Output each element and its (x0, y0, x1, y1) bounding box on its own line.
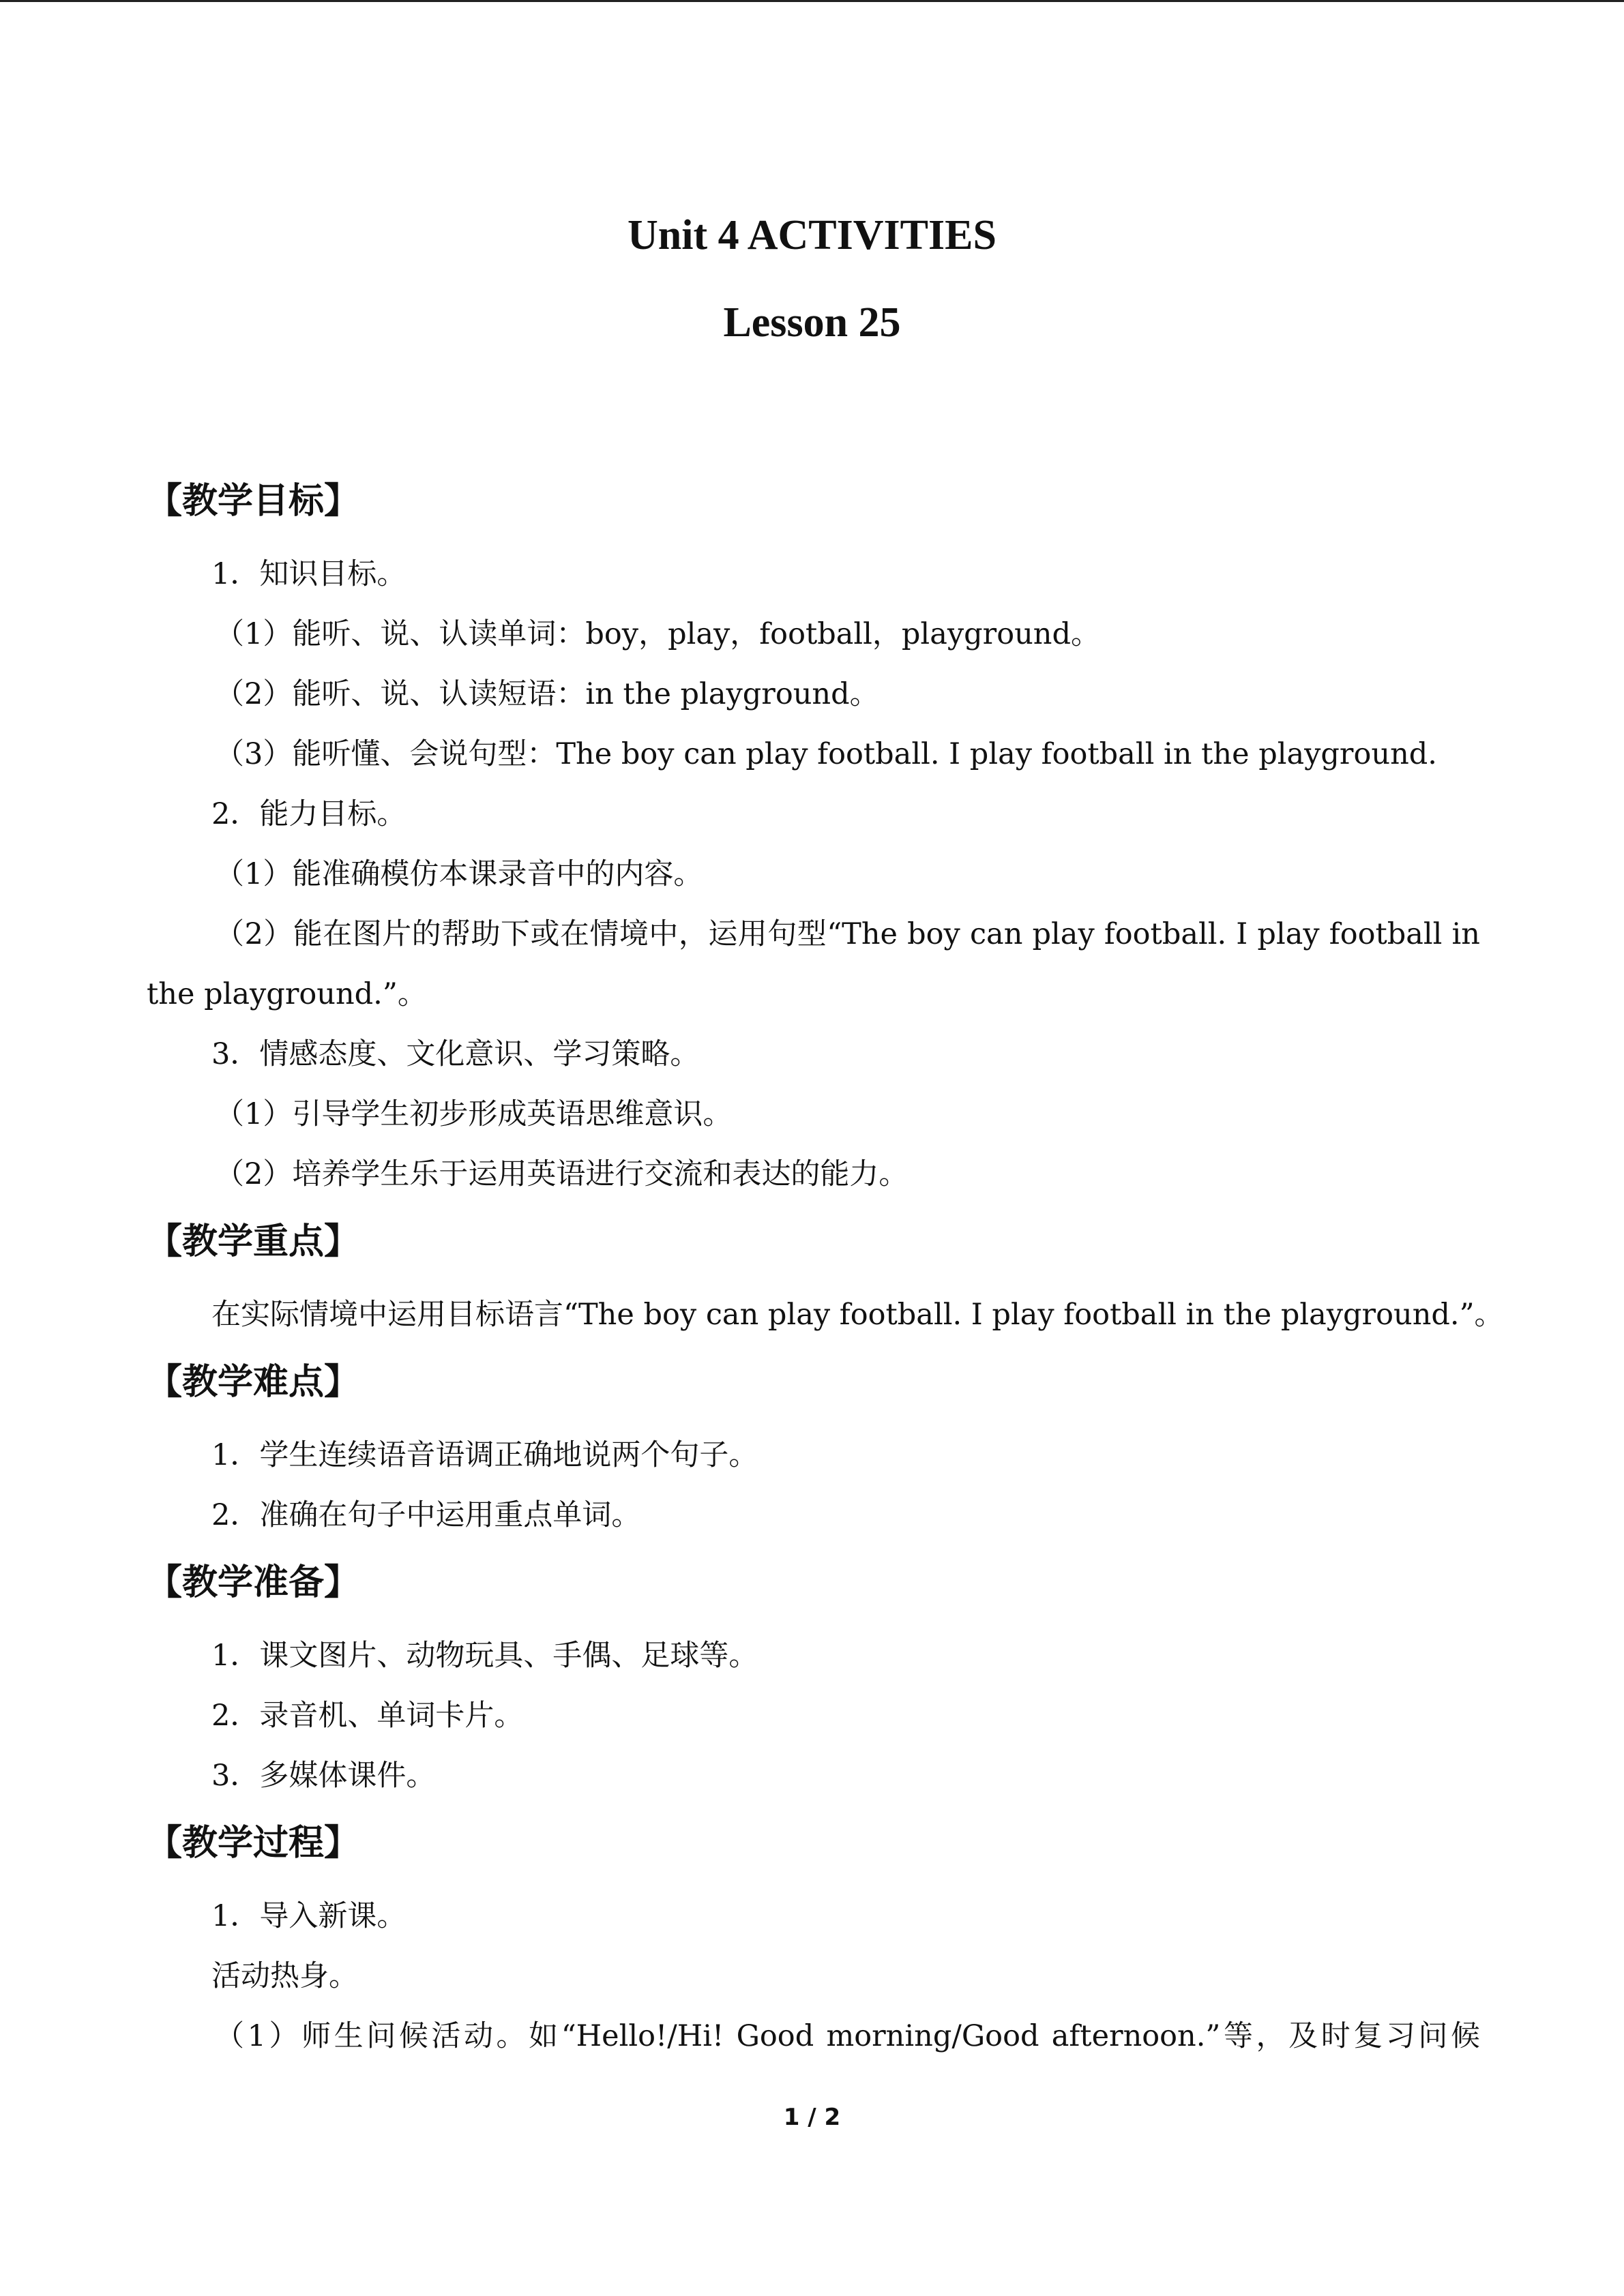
document-title: Unit 4 ACTIVITIES (628, 212, 996, 258)
section-heading-objectives: 【教学目标】 (147, 481, 360, 522)
top-border (0, 0, 1624, 2)
paragraph: 2．录音机、单词卡片。 (211, 1699, 524, 1733)
paragraph: 1．知识目标。 (211, 557, 407, 591)
document-body (147, 464, 1504, 2066)
title-block (0, 205, 1624, 353)
section-heading-key-points: 【教学重点】 (147, 1221, 360, 1262)
paragraph: 1．导入新课。 (211, 1899, 407, 1933)
document-subtitle: Lesson 25 (723, 299, 901, 346)
paragraph: 活动热身。 (211, 1959, 358, 1993)
paragraph: 2．准确在句子中运用重点单词。 (211, 1498, 641, 1532)
paragraph: （3）能听懂、会说句型：The boy can play football. I play football in the playground. (215, 737, 1437, 771)
paragraph: （2）能听、说、认读短语：in the playground。 (215, 677, 879, 711)
paragraph: 3．多媒体课件。 (211, 1759, 436, 1793)
paragraph: （1）能听、说、认读单词：boy，play，football，playground。 (215, 617, 1100, 651)
paragraph: （2）培养学生乐于运用英语进行交流和表达的能力。 (215, 1157, 909, 1191)
section-heading-process: 【教学过程】 (147, 1823, 360, 1864)
paragraph: 1．课文图片、动物玩具、手偶、足球等。 (211, 1639, 758, 1673)
paragraph: 3．情感态度、文化意识、学习策略。 (211, 1037, 700, 1071)
paragraph: （1）师生问候活动。如“Hello!/Hi! Good morning/Good afternoon.”等，及时复习问候 (215, 2019, 1480, 2053)
paragraph: 2．能力目标。 (211, 797, 407, 831)
paragraph: 1．学生连续语音语调正确地说两个句子。 (211, 1438, 758, 1472)
section-heading-preparation: 【教学准备】 (147, 1562, 360, 1603)
paragraph: （2）能在图片的帮助下或在情境中，运用句型“The boy can play football. I play football in (215, 917, 1480, 951)
paragraph: （1）引导学生初步形成英语思维意识。 (215, 1097, 733, 1131)
paragraph: 在实际情境中运用目标语言“The boy can play football. I play football in the playground.”。 (211, 1298, 1504, 1332)
page-number: 1 / 2 (783, 2104, 841, 2131)
section-heading-difficulties: 【教学难点】 (147, 1362, 360, 1403)
paragraph: （1）能准确模仿本课录音中的内容。 (215, 857, 703, 891)
paragraph-continuation: the playground.”。 (147, 977, 427, 1011)
